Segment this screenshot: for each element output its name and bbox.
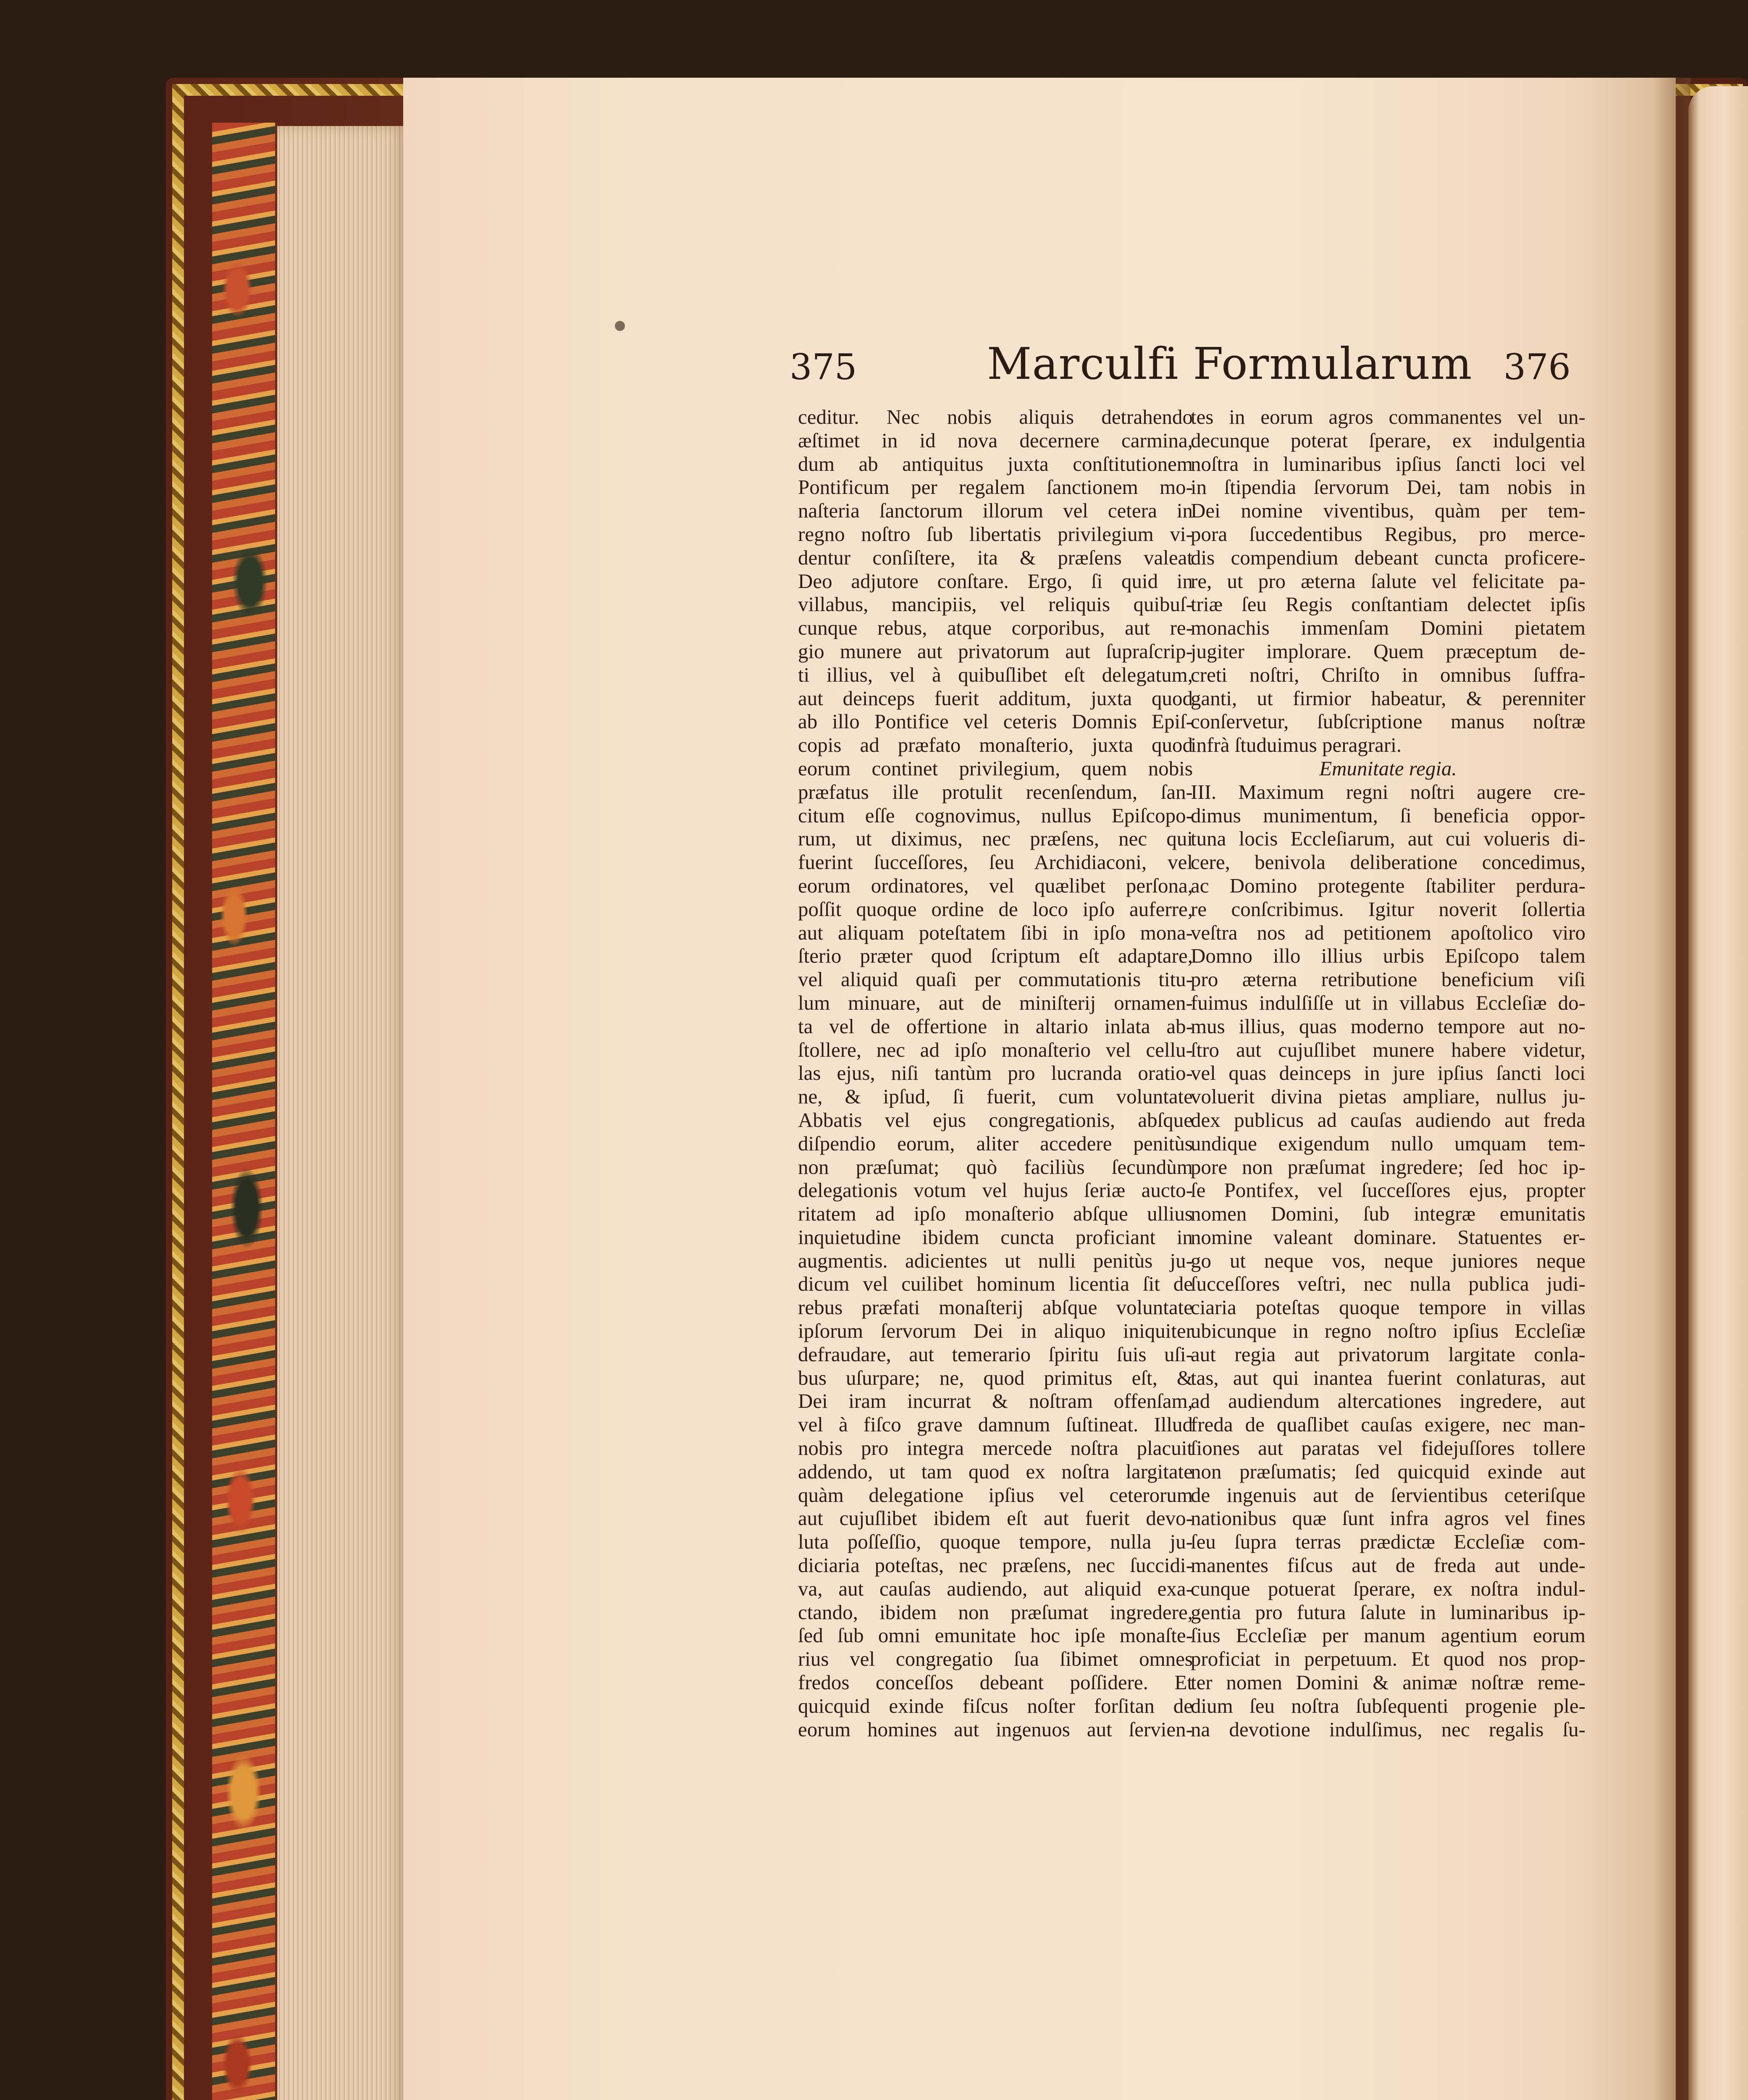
text-line: ne, & ipſud, ſi fuerit, cum voluntate — [798, 1085, 1193, 1108]
text-line: dex publicus ad cauſas audiendo aut freda — [1191, 1108, 1585, 1131]
text-line: fredos conceſſos debeant poſſidere. Et — [798, 1671, 1193, 1694]
text-line: vel aliquid quaſi per commutationis titu- — [798, 968, 1193, 991]
text-line: ſed ſub omni emunitate hoc ipſe monaſte- — [798, 1624, 1193, 1647]
text-line: aut deinceps fuerit additum, juxta quod — [798, 686, 1193, 710]
text-line: eorum homines aut ingenuos aut ſervien- — [798, 1717, 1193, 1741]
text-line: luta poſſeſſio, quoque tempore, nulla ju- — [798, 1530, 1193, 1554]
text-line: ta vel de offertione in altario inlata ab- — [798, 1014, 1193, 1038]
text-line: ritatem ad ipſo monaſterio abſque ullius — [798, 1202, 1193, 1226]
text-line: ac Domino protegente ſtabiliter perdura- — [1191, 874, 1585, 897]
text-line: de ingenuis aut de ſervientibus ceteriſque — [1191, 1483, 1585, 1507]
text-line: dentur conſiſtere, ita & præſens valeat — [798, 546, 1193, 569]
text-line: ſterio præter quod ſcriptum eſt adaptare, — [798, 944, 1193, 968]
text-line: na devotione indulſimus, nec regalis ſu- — [1191, 1717, 1585, 1741]
text-line: lum minuare, aut de miniſterij ornamen- — [798, 991, 1193, 1014]
text-line: eorum ordinatores, vel quælibet perſona, — [798, 874, 1193, 897]
text-line: ipſorum ſervorum Dei in aliquo iniquiter — [798, 1319, 1193, 1343]
text-line: aut aliquam poteſtatem ſibi in ipſo mona- — [798, 921, 1193, 944]
text-line: nationibus quæ ſunt infra agros vel fines — [1191, 1507, 1585, 1530]
text-line: fuimus indulſiſſe ut in villabus Eccleſiæ do- — [1191, 991, 1585, 1014]
text-line: ctando, ibidem non præſumat ingredere, — [798, 1600, 1193, 1624]
text-line: ſius Eccleſiæ per manum agentium eorum — [1191, 1624, 1585, 1647]
text-line: freda de quaſlibet cauſas exigere, nec man- — [1191, 1413, 1585, 1436]
text-line: nomine valeant dominare. Statuentes er- — [1191, 1225, 1585, 1249]
text-line: pora ſuccedentibus Regibus, pro merce- — [1191, 522, 1585, 546]
text-line: III. Maximum regni noſtri augere cre- — [1191, 780, 1585, 803]
text-line: noſtra in luminaribus ipſius ſancti loci vel — [1191, 452, 1585, 475]
text-line: tuna locis Eccleſiarum, aut cui volueris di- — [1191, 827, 1585, 850]
text-line: tas, aut qui inantea fuerint conlaturas, aut — [1191, 1366, 1585, 1389]
text-line: decunque poterat ſperare, ex indulgentia — [1191, 428, 1585, 452]
text-line: Domno illo illius urbis Epiſcopo talem — [1191, 944, 1585, 968]
text-line: diſpendio eorum, aliter accedere penitùs — [798, 1131, 1193, 1155]
text-line: nobis pro integra mercede noſtra placuit — [798, 1436, 1193, 1460]
text-line: naſteria ſanctorum illorum vel cetera in — [798, 499, 1193, 522]
text-line: ubicunque in regno noſtro ipſius Eccleſiæ — [1191, 1319, 1585, 1343]
text-line: conſervetur, ſubſcriptione manus noſtræ — [1191, 710, 1585, 733]
text-line: ſiones aut paratas vel fidejuſſores tollere — [1191, 1436, 1585, 1460]
text-line: rum, ut diximus, nec præſens, nec qui — [798, 827, 1193, 850]
page-header — [790, 338, 1571, 393]
text-line: dicum vel cuilibet hominum licentia ſit de — [798, 1272, 1193, 1296]
text-line: pro æterna retributione beneficium viſi — [1191, 968, 1585, 991]
text-line: quicquid exinde fiſcus noſter forſitan de — [798, 1694, 1193, 1717]
text-line: Pontificum per regalem ſanctionem mo- — [798, 475, 1193, 499]
text-line: cunque rebus, atque corporibus, aut re- — [798, 616, 1193, 640]
text-line: infrà ſtuduimus peragrari. — [1191, 733, 1402, 757]
text-line: in ſtipendia ſervorum Dei, tam nobis in — [1191, 475, 1585, 499]
page-gutter — [1653, 78, 1690, 2100]
text-line: undique exigendum nullo umquam tem- — [1191, 1131, 1585, 1155]
text-line: manentes fiſcus aut de freda aut unde- — [1191, 1554, 1585, 1577]
text-line: las ejus, niſi tantùm pro lucranda oratio- — [798, 1061, 1193, 1085]
text-line: jugiter implorare. Quem præceptum de- — [1191, 639, 1585, 663]
text-line: aut regia aut privatorum largitate conla- — [1191, 1342, 1585, 1366]
text-line: cere, benivola deliberatione concedimus, — [1191, 850, 1585, 874]
text-line: gentia pro futura ſalute in luminaribus ip- — [1191, 1600, 1585, 1624]
text-line: mus illius, quas moderno tempore aut no- — [1191, 1014, 1585, 1038]
text-line: ceditur. Nec nobis aliquis detrahendo — [798, 405, 1193, 428]
text-line: augmentis. adicientes ut nulli penitùs ju- — [798, 1249, 1193, 1272]
text-line: tes in eorum agros commanentes vel un- — [1191, 405, 1585, 428]
text-line: voluerit divina pietas ampliare, nullus ju- — [1191, 1085, 1585, 1108]
text-line: ad audiendum altercationes ingredere, aut — [1191, 1389, 1585, 1413]
text-line: re conſcribimus. Igitur noverit ſollertia — [1191, 897, 1585, 921]
text-line: triæ ſeu Regis conſtantiam delectet ipſis — [1191, 593, 1585, 616]
text-line: dum ab antiquitus juxta conſtitutionem — [798, 452, 1193, 475]
text-line: eorum continet privilegium, quem nobis — [798, 756, 1193, 780]
text-line: delegationis votum vel hujus ſeriæ aucto- — [798, 1179, 1193, 1202]
text-line: aut cujuſlibet ibidem eſt aut fuerit devo- — [798, 1507, 1193, 1530]
text-line: ganti, ut firmior habeatur, & perenniter — [1191, 686, 1585, 710]
text-column-left — [798, 405, 1193, 1741]
text-column-right — [1191, 405, 1585, 1741]
text-line: dimus munimentum, ſi beneficia oppor- — [1191, 803, 1585, 827]
text-line: non præſumat; quò faciliùs ſecundùm — [798, 1155, 1193, 1179]
text-line: diciaria poteſtas, nec præſens, nec ſuccidi- — [798, 1554, 1193, 1577]
text-line: gio munere aut privatorum aut ſupraſcrip- — [798, 639, 1193, 663]
text-line: quàm delegatione ipſius vel ceterorum — [798, 1483, 1193, 1507]
text-line: creti noſtri, Chriſto in omnibus ſuffra- — [1191, 663, 1585, 686]
text-line: addendo, ut tam quod ex noſtra largitate — [798, 1460, 1193, 1483]
marbled-endpaper — [212, 123, 278, 2100]
text-line: pore non præſumat ingredere; ſed hoc ip- — [1191, 1155, 1585, 1179]
text-line: dis compendium debeant cuncta proficere- — [1191, 546, 1585, 569]
text-line: vel quas deinceps in jure ipſius ſancti loci — [1191, 1061, 1585, 1085]
section-heading: Emunitate regia. — [1319, 756, 1457, 780]
text-line: Dei iram incurrat & noſtram offenſam, — [798, 1389, 1193, 1413]
text-line: Deo adjutore conſtare. Ergo, ſi quid in — [798, 569, 1193, 593]
running-title: Marculfi Formularum — [987, 338, 1472, 389]
text-line: ſtollere, nec ad ipſo monaſterio vel cellu- — [798, 1038, 1193, 1061]
text-line: dium ſeu noſtra ſubſequenti progenie ple- — [1191, 1694, 1585, 1717]
text-line: ſucceſſores veſtri, nec nulla publica judi- — [1191, 1272, 1585, 1296]
text-line: nomen Domini, ſub integræ emunitatis — [1191, 1202, 1585, 1226]
text-line: villabus, mancipiis, vel reliquis quibuſ- — [798, 593, 1193, 616]
text-line: Abbatis vel ejus congregationis, abſque — [798, 1108, 1193, 1131]
text-line: rius vel congregatio ſua ſibimet omnes — [798, 1647, 1193, 1671]
text-line: veſtra nos ad petitionem apoſtolico viro — [1191, 921, 1585, 944]
text-line: ter nomen Domini & animæ noſtræ reme- — [1191, 1671, 1585, 1694]
text-line: præfatus ille protulit recenſendum, ſan- — [798, 780, 1193, 803]
text-line: vel à fiſco grave damnum ſuſtineat. Illud — [798, 1413, 1193, 1436]
ink-spot — [615, 321, 625, 331]
text-line: go ut neque vos, neque juniores neque — [1191, 1249, 1585, 1272]
text-line: ſe Pontifex, vel ſucceſſores ejus, propter — [1191, 1179, 1585, 1202]
page-edges — [277, 126, 407, 2100]
text-line: citum eſſe cognovimus, nullus Epiſcopo- — [798, 803, 1193, 827]
text-line: inquietudine ibidem cuncta proficiant in — [798, 1225, 1193, 1249]
text-line: rebus præfati monaſterij abſque voluntate — [798, 1296, 1193, 1319]
page-number-right: 376 — [1503, 346, 1571, 388]
text-line: regno noſtro ſub libertatis privilegium vi- — [798, 522, 1193, 546]
text-line: æſtimet in id nova decernere carmina, — [798, 428, 1193, 452]
text-line: ciaria poteſtas quoque tempore in villas — [1191, 1296, 1585, 1319]
text-line: proficiat in perpetuum. Et quod nos prop- — [1191, 1647, 1585, 1671]
text-line: ab illo Pontifice vel ceteris Domnis Epiſ- — [798, 710, 1193, 733]
text-line: cunque potuerat ſperare, ex noſtra indul- — [1191, 1577, 1585, 1600]
text-line: monachis immenſam Domini pietatem — [1191, 616, 1585, 640]
text-line: Dei nomine viventibus, quàm per tem- — [1191, 499, 1585, 522]
text-line: poſſit quoque ordine de loco ipſo auferre, — [798, 897, 1193, 921]
text-line: re, ut pro æterna ſalute vel felicitate pa- — [1191, 569, 1585, 593]
text-line: copis ad præfato monaſterio, juxta quod — [798, 733, 1193, 757]
text-line: ti illius, vel à quibuſlibet eſt delegatum, — [798, 663, 1193, 686]
text-line: fuerint ſucceſſores, ſeu Archidiaconi, vel — [798, 850, 1193, 874]
text-line: non præſumatis; ſed quicquid exinde aut — [1191, 1460, 1585, 1483]
text-line: va, aut cauſas audiendo, aut aliquid exa- — [798, 1577, 1193, 1600]
text-line: defraudare, aut temerario ſpiritu ſuis uſi- — [798, 1342, 1193, 1366]
text-line: ſeu ſupra terras prædictæ Eccleſiæ com- — [1191, 1530, 1585, 1554]
page-number-left: 375 — [790, 346, 857, 388]
text-line: ſtro aut cujuſlibet munere habere videtur, — [1191, 1038, 1585, 1061]
text-line: bus uſurpare; ne, quod primitus eſt, & — [798, 1366, 1193, 1389]
facing-page-edge — [1688, 86, 1748, 2100]
